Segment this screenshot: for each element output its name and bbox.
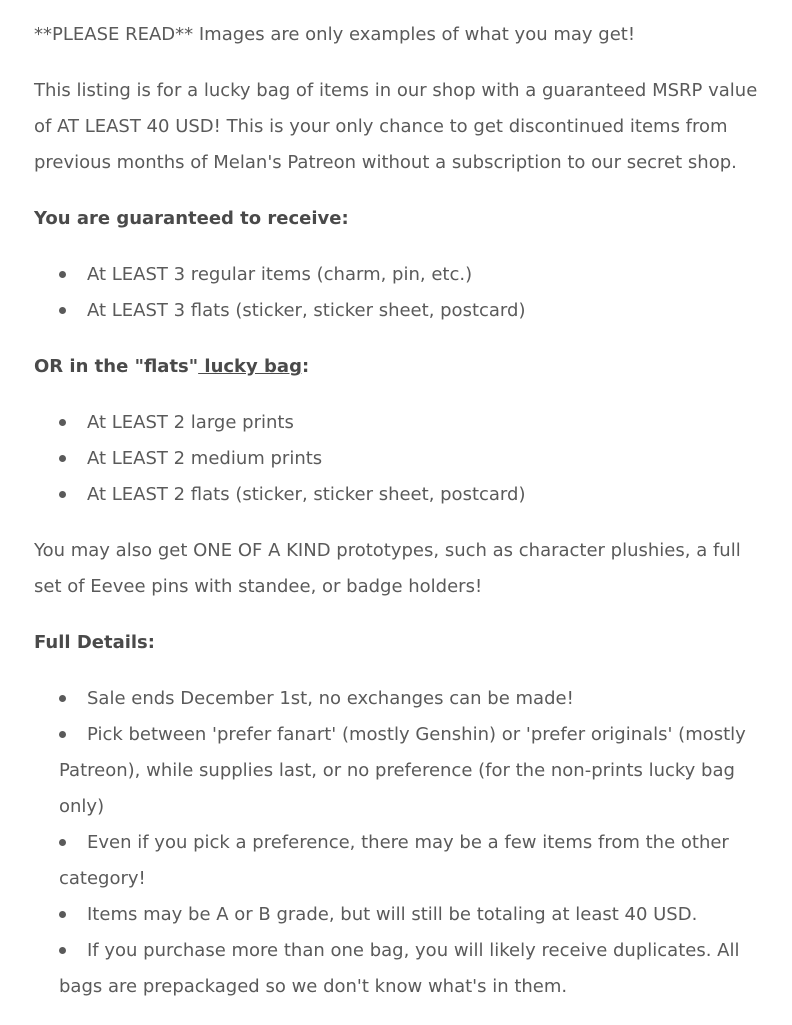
- guaranteed-heading: You are guaranteed to receive:: [34, 208, 349, 229]
- flats-list: [34, 405, 758, 513]
- details-list: [34, 681, 758, 1005]
- list-item: Items may be A or B grade, but will still be totaling at least 40 USD.: [59, 897, 758, 933]
- bullet-icon: [59, 695, 66, 702]
- list-item: Even if you pick a preference, there may be a few items from the other category!: [59, 832, 729, 889]
- intro-notice: **PLEASE READ** Images are only examples of what you may get!: [34, 24, 636, 45]
- flats-heading: OR in the "flats" lucky bag:: [34, 356, 310, 377]
- bullet-icon: [59, 911, 66, 918]
- bullet-icon: [59, 419, 66, 426]
- lucky-bag-link[interactable]: lucky bag: [198, 356, 302, 377]
- bullet-icon: [59, 839, 66, 846]
- list-item: At LEAST 2 medium prints: [59, 441, 758, 477]
- bullet-icon: [59, 947, 66, 954]
- bullet-icon: [59, 455, 66, 462]
- list-item: At LEAST 3 regular items (charm, pin, etc.): [59, 257, 758, 293]
- listing-description: This listing is for a lucky bag of items in our shop with a guaranteed MSRP value of AT LEAST 40 USD! This is your only chance to get discontinued items from previous months of Melan's Patreon without a subscription to our secret shop.: [34, 80, 758, 173]
- bullet-icon: [59, 307, 66, 314]
- bullet-icon: [59, 271, 66, 278]
- list-item: If you purchase more than one bag, you will likely receive duplicates. All bags are prepackaged so we don't know what's in them.: [59, 940, 740, 997]
- bullet-icon: [59, 491, 66, 498]
- details-heading: Full Details:: [34, 632, 155, 653]
- guaranteed-list: [34, 257, 758, 329]
- list-item: At LEAST 2 flats (sticker, sticker sheet, postcard): [59, 477, 758, 513]
- list-item: At LEAST 2 large prints: [59, 405, 758, 441]
- list-item: Pick between 'prefer fanart' (mostly Genshin) or 'prefer originals' (mostly Patreon), while supplies last, or no preference (for the non-prints lucky bag only): [59, 724, 746, 817]
- list-item: Sale ends December 1st, no exchanges can be made!: [59, 681, 758, 717]
- bullet-icon: [59, 731, 66, 738]
- extras-note: You may also get ONE OF A KIND prototypes, such as character plushies, a full set of Eevee pins with standee, or badge holders!: [34, 540, 741, 597]
- list-item: At LEAST 3 flats (sticker, sticker sheet, postcard): [59, 293, 758, 329]
